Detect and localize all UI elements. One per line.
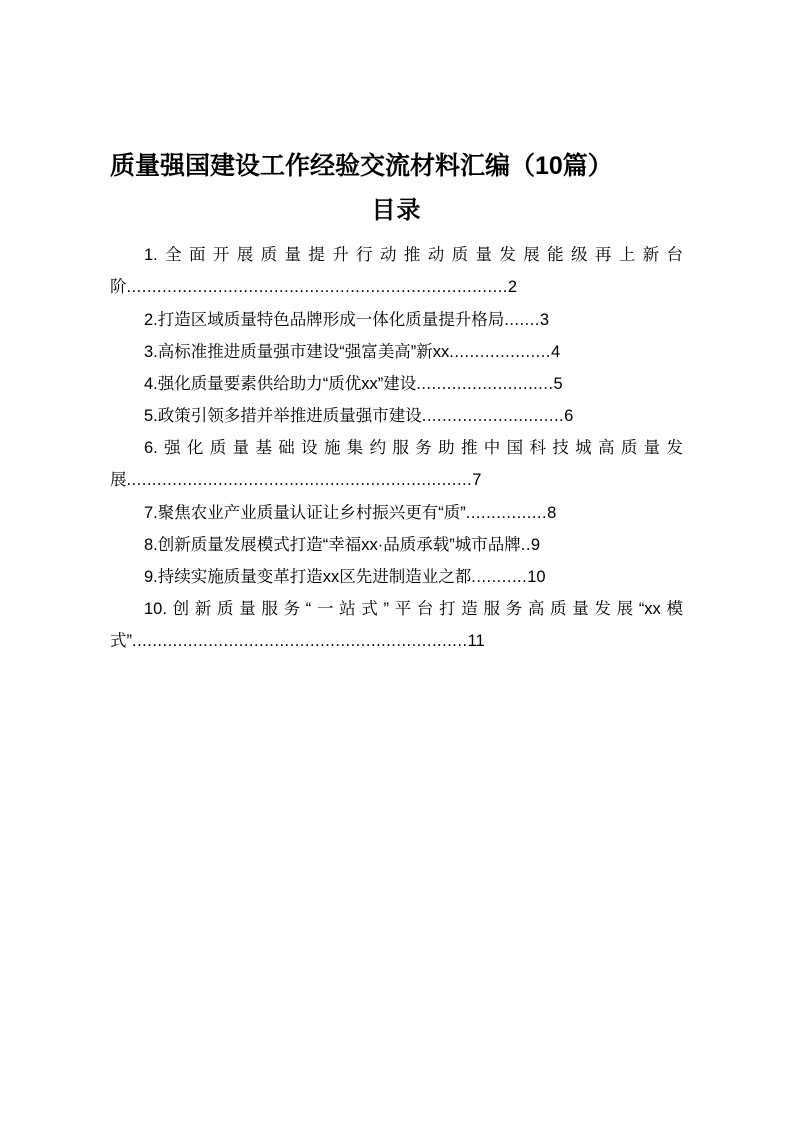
toc-item-label: 10.创新质量服务“一站式”平台打造服务高质量发展“xx模式”	[110, 600, 683, 651]
toc-item-label: 7.聚焦农业产业质量认证让乡村振兴更有“质”	[144, 503, 466, 522]
toc-item-label: 1.全面开展质量提升行动推动质量发展能级再上新台阶	[110, 246, 683, 297]
page-title: 质量强国建设工作经验交流材料汇编（10篇）	[110, 152, 613, 180]
toc-item[interactable]	[110, 304, 683, 336]
toc-item[interactable]	[110, 400, 683, 432]
toc-page-number: 3	[539, 310, 550, 329]
toc-item-label: 8.创新质量发展模式打造“幸福xx·品质承载”城市品牌	[144, 535, 521, 554]
toc-page-number: 7	[472, 471, 482, 490]
toc-page-number: 5	[553, 374, 563, 393]
toc-item-label: 2.打造区域质量特色品牌形成一体化质量提升格局	[144, 310, 505, 329]
toc-page-number: 11	[467, 632, 485, 651]
toc-item[interactable]	[110, 336, 683, 368]
toc-page-number: 10	[527, 567, 546, 586]
toc-item[interactable]	[110, 593, 683, 657]
toc-leader-dots: ............................	[421, 407, 565, 426]
toc-leader-dots: ..	[520, 535, 531, 554]
toc-item-label: 6.强化质量基础设施集约服务助推中国科技城高质量发展	[110, 439, 683, 490]
toc-page-number: 4	[550, 342, 561, 361]
toc-page-number: 9	[530, 535, 541, 554]
toc-heading: 目录	[371, 197, 422, 225]
toc-item[interactable]	[110, 239, 683, 303]
toc-leader-dots: .......	[504, 310, 540, 329]
table-of-contents	[110, 239, 683, 657]
toc-item-label: 5.政策引领多措并举推进质量强市建设	[144, 407, 422, 426]
toc-item[interactable]	[110, 368, 683, 400]
toc-leader-dots: ................	[465, 503, 548, 522]
toc-item[interactable]	[110, 561, 683, 593]
toc-leader-dots: ....................	[449, 342, 551, 361]
toc-item[interactable]	[110, 497, 683, 529]
toc-leader-dots: ...........................	[416, 374, 554, 393]
toc-item-label: 4.强化质量要素供给助力“质优xx”建设	[144, 374, 417, 393]
toc-item[interactable]	[110, 432, 683, 496]
toc-item[interactable]	[110, 529, 683, 561]
toc-page-number: 8	[547, 503, 557, 522]
toc-item-label: 3.高标准推进质量强市建设“强富美高”新xx	[144, 342, 450, 361]
toc-leader-dots: ...........................................................................	[126, 278, 508, 297]
toc-page-number: 2	[507, 278, 518, 297]
toc-page-number: 6	[564, 407, 574, 426]
toc-leader-dots: ...........	[471, 567, 528, 586]
toc-leader-dots: ....................................................................	[126, 471, 473, 490]
toc-item-label: 9.持续实施质量变革打造xx区先进制造业之都	[144, 567, 472, 586]
toc-leader-dots: ..................................................................	[132, 632, 468, 651]
